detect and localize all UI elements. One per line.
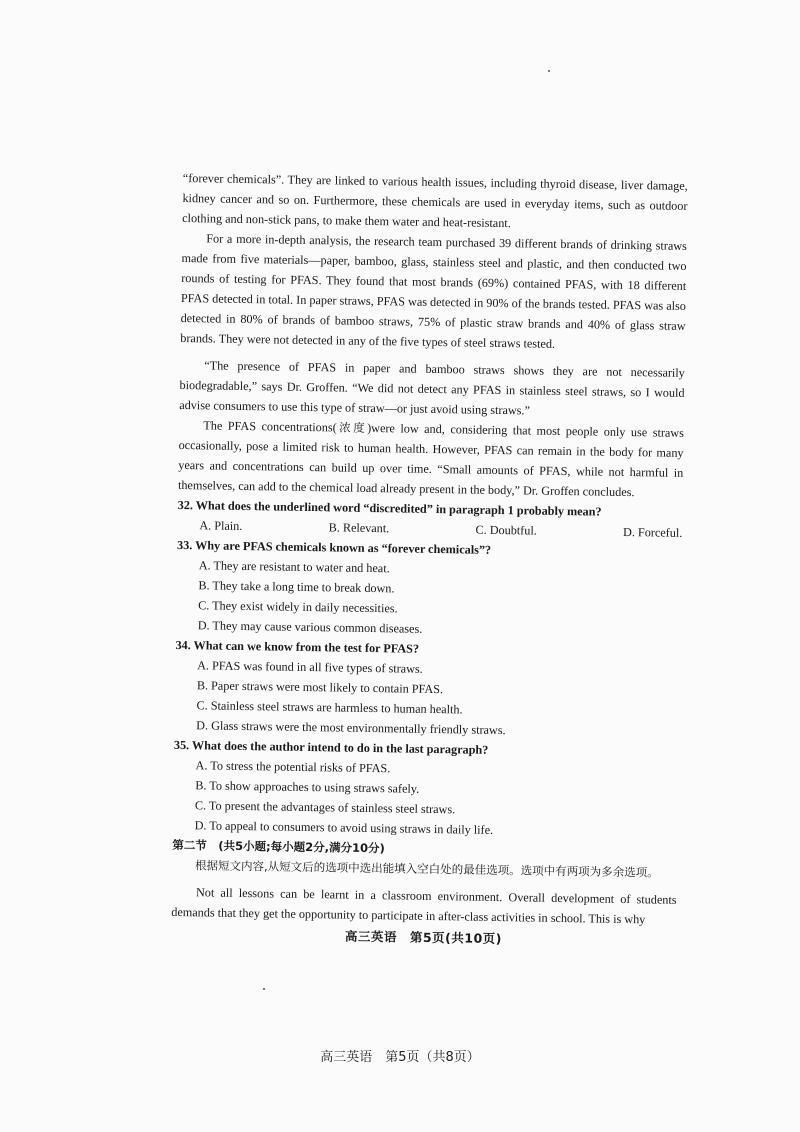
option-a: A. Plain. [199, 518, 243, 533]
passage-paragraph-3: “The presence of PFAS in paper and bamboo straws shows they are not necessarily biodegradable,” says Dr. Groffen. “We did not detect any PFAS in stainless steel straws, so I would advise consumers to use this type of straw—or just avoid using straws.” [179, 358, 685, 418]
question-stem: 32. What does the underlined word “discredited” in paragraph 1 probably mean? [177, 497, 602, 519]
question-stem: 34. What can we know from the test for PFAS? [175, 637, 420, 656]
exam-sheet [171, 168, 688, 952]
passage-start: Not all lessons can be learnt in a classroom environment. Overall development of students demands that they get the opportunity to participate in after-class activities in school. This is why [171, 885, 677, 927]
passage-paragraph-4 [178, 415, 684, 503]
option-d: D. Glass straws were the most environmentally friendly straws. [196, 718, 506, 738]
section-heading: 第二节 (共5小题;每小题2分,满分10分) [172, 837, 385, 856]
option-a: A. They are resistant to water and heat. [198, 558, 390, 576]
question-34 [174, 635, 681, 743]
option-a: A. To stress the potential risks of PFAS. [195, 758, 391, 776]
para4-text-a: The PFAS concentrations( [203, 418, 337, 435]
passage-paragraph-1-continued: “forever chemicals”. They are linked to various health issues, including thyroid disease, liver damage, kidney cancer and so on. Furthermore, these chemicals are used in everyday items, such as outdoor clothing and non-stick pans, to make them water and heat-resistant. [182, 170, 688, 231]
scan-speck [263, 988, 265, 990]
question-33 [176, 535, 683, 643]
question-stem: 35. What does the author intend to do in the last paragraph? [173, 737, 489, 757]
handwritten-annotation: 浓度 [336, 420, 368, 435]
option-c: C. To present the advantages of stainless steel straws. [194, 798, 456, 817]
scan-speck [548, 70, 550, 72]
option-b: B. Relevant. [328, 520, 390, 536]
option-a: A. PFAS was found in all five types of straws. [197, 658, 423, 676]
question-35 [173, 735, 680, 843]
option-b: B. To show approaches to using straws safely. [195, 778, 420, 796]
section-instruction: 根据短文内容,从短文后的选项中选出能填入空白处的最佳选项。选项中有两项为多余选项。 [194, 858, 659, 880]
passage-paragraph-2: For a more in-depth analysis, the research team purchased 39 different brands of drinking straws made from five materials—paper, bamboo, glass, stainless steel and plastic, and then conducted two rounds of testing for PFAS. They found that most brands (69%) contained PFAS, with 18 different PFAS detected in total. In paper straws, PFAS was detected in 90% of the brands tested. PFAS was also detected in 80% of brands of bamboo straws, 75% of plastic straw brands and 40% of glass straw brands. They were not detected in any of the five types of steel straws tested. [180, 231, 687, 351]
option-b: B. Paper straws were most likely to contain PFAS. [196, 678, 444, 697]
page-number-mark: 高三英语 第5页(共10页) [344, 928, 503, 947]
option-b: B. They take a long time to break down. [198, 578, 395, 596]
option-c: C. They exist widely in daily necessities. [198, 598, 398, 616]
question-stem: 33. Why are PFAS chemicals known as “forever chemicals”? [176, 537, 492, 557]
option-c: C. Stainless steel straws are harmless to human health. [196, 698, 463, 717]
option-d: D. Forceful. [622, 524, 683, 540]
page-footer: 高三英语 第5页（共8页） [320, 1050, 480, 1065]
option-c: C. Doubtful. [475, 522, 537, 538]
para4-text-b: )were low and, considering that most people only use straws occasionally, pose a limited risk to human health. However, PFAS can remain in the body for many years and concentrations can build up over time. “Small amounts of PFAS, while not harmful in themselves, can add to the chemical load already present in the body,” Dr. Groffen concludes. [177, 420, 685, 500]
option-d: D. They may cause various common diseases. [197, 618, 423, 636]
option-d: D. To appeal to consumers to avoid using straws in daily life. [194, 818, 494, 837]
